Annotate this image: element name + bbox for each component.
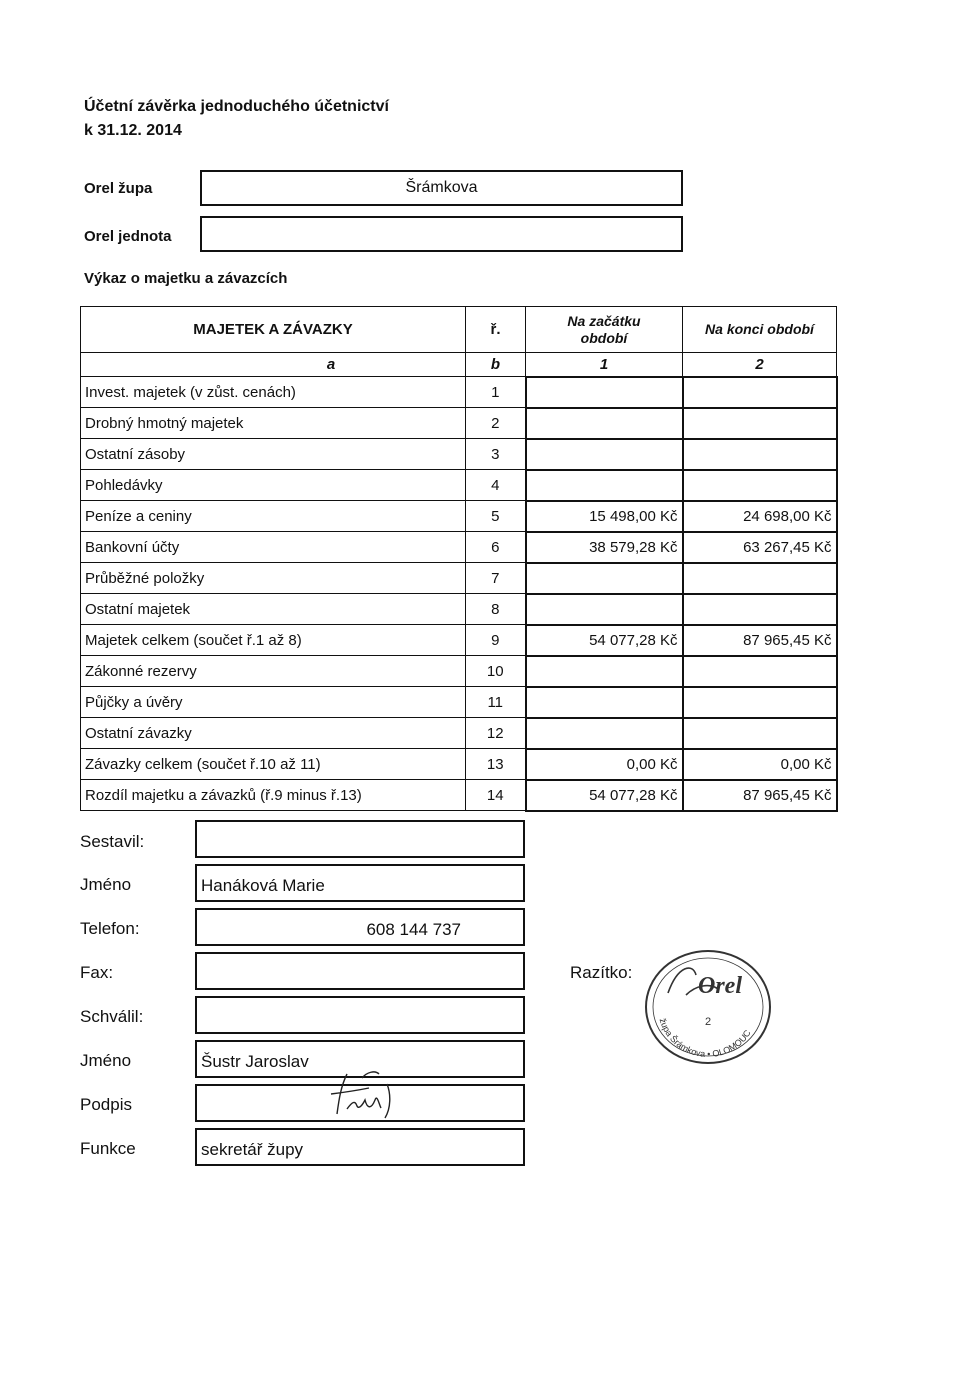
zupa-label: Orel župa [84,180,153,197]
table-row [81,470,837,501]
podpis-label: Podpis [80,1095,132,1114]
row-label: Invest. majetek (v zůst. cenách) [81,377,466,408]
row-value-start[interactable]: 15 498,00 Kč [526,501,683,532]
table-row [81,594,837,625]
row-number: 12 [466,718,526,749]
table-row [81,501,837,532]
row-number: 13 [466,749,526,780]
funkce-field[interactable] [195,1128,525,1166]
sestavil-field[interactable] [195,820,525,858]
stamp-text-top: Orel [698,973,742,999]
row-value-end[interactable] [683,439,837,470]
row-label: Peníze a ceniny [81,501,466,532]
row-label: Ostatní závazky [81,718,466,749]
row-label: Majetek celkem (součet ř.1 až 8) [81,625,466,656]
row-number: 8 [466,594,526,625]
table-row [81,408,837,439]
table-row [81,718,837,749]
row-value-start[interactable]: 54 077,28 Kč [526,780,683,811]
col-b-header: ř. [466,307,526,353]
table-row [81,780,837,811]
zupa-value: Šrámkova [405,179,478,196]
row-value-end[interactable] [683,470,837,501]
signature-icon [307,1064,427,1124]
col-1-header-line1: Na začátku [567,312,641,329]
table-row [81,656,837,687]
schvalil-field[interactable] [195,996,525,1034]
telefon-field[interactable] [195,908,525,946]
stamp-seal [638,945,778,1070]
sub-1: 1 [526,353,683,377]
jmeno2-label: Jméno [80,1051,132,1070]
row-value-start[interactable] [526,594,683,625]
row-label: Rozdíl majetku a závazků (ř.9 minus ř.13) [81,780,466,811]
row-label: Půjčky a úvěry [81,687,466,718]
row-value-start[interactable] [526,563,683,594]
sestavil-label: Sestavil: [80,832,145,851]
stamp-number: 2 [704,1016,712,1028]
row-value-start[interactable] [526,470,683,501]
table-row [81,377,837,408]
zupa-field[interactable] [200,170,683,206]
table-row [81,439,837,470]
row-value-start[interactable]: 38 579,28 Kč [526,532,683,563]
sub-2: 2 [683,353,837,377]
row-value-start[interactable] [526,408,683,439]
row-value-end[interactable]: 87 965,45 Kč [683,780,837,811]
row-number: 11 [466,687,526,718]
col-1-header-line2: období [580,329,628,346]
document-title: Účetní závěrka jednoduchého účetnictví [84,98,389,115]
jmeno1-field[interactable] [195,864,525,902]
row-value-end[interactable]: 87 965,45 Kč [683,625,837,656]
row-label: Ostatní majetek [81,594,466,625]
table-subheader-row [81,353,837,377]
col-a-header: MAJETEK A ZÁVAZKY [81,307,466,353]
stamp-ring-text: župa Šrámkova • OLOMOUC [657,1017,753,1060]
row-label: Závazky celkem (součet ř.10 až 11) [81,749,466,780]
podpis-field[interactable] [195,1084,525,1122]
row-number: 4 [466,470,526,501]
row-value-end[interactable] [683,594,837,625]
row-value-start[interactable] [526,656,683,687]
row-number: 10 [466,656,526,687]
row-value-end[interactable]: 0,00 Kč [683,749,837,780]
funkce-label: Funkce [80,1139,136,1158]
row-value-start[interactable] [526,377,683,408]
document-date: k 31.12. 2014 [84,122,182,139]
fax-field[interactable] [195,952,525,990]
row-value-end[interactable]: 63 267,45 Kč [683,532,837,563]
col-1-header [526,307,683,353]
table-row [81,563,837,594]
row-label: Bankovní účty [81,532,466,563]
row-label: Průběžné položky [81,563,466,594]
report-title: Výkaz o majetku a závazcích [84,270,288,287]
row-value-start[interactable]: 54 077,28 Kč [526,625,683,656]
jmeno1-value: Hanáková Marie [201,876,325,895]
table-row [81,532,837,563]
funkce-value: sekretář župy [201,1140,304,1159]
telefon-value: 608 144 737 [366,920,461,939]
row-number: 14 [466,780,526,811]
fax-label: Fax: [80,963,114,982]
row-value-end[interactable]: 24 698,00 Kč [683,501,837,532]
row-number: 7 [466,563,526,594]
row-label: Drobný hmotný majetek [81,408,466,439]
row-number: 6 [466,532,526,563]
assets-liabilities-table [80,306,838,812]
row-number: 3 [466,439,526,470]
row-number: 5 [466,501,526,532]
row-value-end[interactable] [683,687,837,718]
row-value-end[interactable] [683,718,837,749]
telefon-label: Telefon: [80,919,140,938]
row-value-end[interactable] [683,408,837,439]
row-number: 1 [466,377,526,408]
row-value-start[interactable]: 0,00 Kč [526,749,683,780]
table-row [81,687,837,718]
row-value-end[interactable] [683,377,837,408]
table-row [81,625,837,656]
jmeno2-value: Šustr Jaroslav [201,1052,309,1071]
row-value-start[interactable] [526,439,683,470]
row-value-start[interactable] [526,687,683,718]
row-label: Zákonné rezervy [81,656,466,687]
razitko-label: Razítko: [570,963,633,982]
row-value-end[interactable] [683,656,837,687]
col-2-header: Na konci období [683,307,837,353]
row-number: 2 [466,408,526,439]
jmeno1-label: Jméno [80,875,132,894]
sub-b: b [466,353,526,377]
schvalil-label: Schválil: [80,1007,144,1026]
sub-a: a [81,353,466,377]
row-value-start[interactable] [526,718,683,749]
table-row [81,749,837,780]
jednota-label: Orel jednota [84,228,172,245]
row-number: 9 [466,625,526,656]
jednota-field[interactable] [200,216,683,252]
row-label: Pohledávky [81,470,466,501]
table-header-row [81,307,837,353]
row-value-end[interactable] [683,563,837,594]
row-label: Ostatní zásoby [81,439,466,470]
